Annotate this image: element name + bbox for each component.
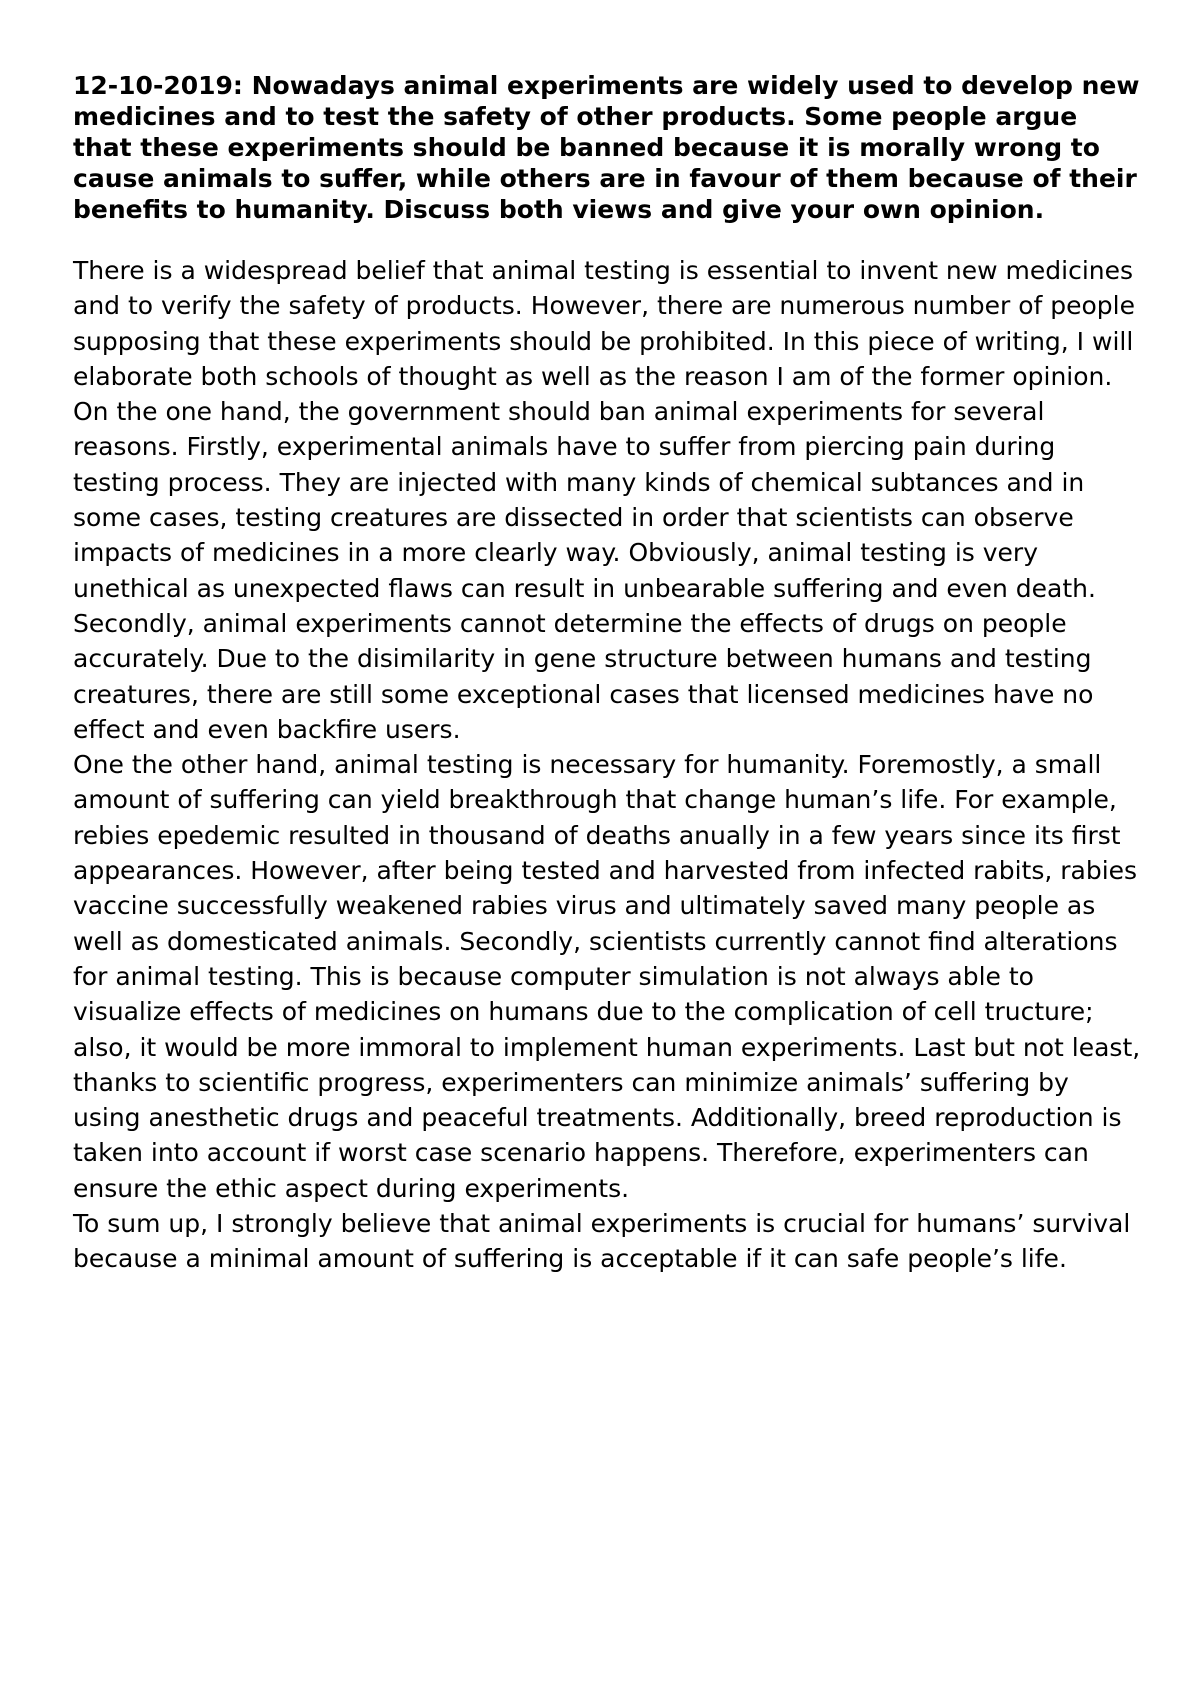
essay-paragraph-for: One the other hand, animal testing is necessary for humanity. Foremostly, a small amount of suffering can yield breakthrough that change human’s life. For example, rebies epedemic resulted in thousand of deaths anually in a few years since its first appearances. However, after being tested and harvested from infected rabits, rabies vaccine successfully weakened rabies virus and ultimately saved many people as well as domesticated animals. Secondly, scientists currently cannot find alterations for animal testing. This is because computer simulation is not always able to visualize effects of medicines on humans due to the complication of cell tructure; also, it would be more immoral to implement human experiments. Last but not least, thanks to scientific progress, experimenters can minimize animals’ suffering by using anesthetic drugs and peaceful treatments. Additionally, breed reproduction is taken into account if worst case scenario happens. Therefore, experimenters can ensure the ethic aspect during experiments. (73, 750, 1141, 1203)
essay-document (73, 70, 1143, 1277)
essay-prompt: 12-10-2019: Nowadays animal experiments are widely used to develop new medicines and to test the safety of other products. Some people argue that these experiments should be banned because it is morally wrong to cause animals to suffer, while others are in favour of them because of their benefits to humanity. Discuss both views and give your own opinion. (73, 71, 1140, 224)
essay-paragraph-conclusion: To sum up, I strongly believe that animal experiments is crucial for humans’ survival because a minimal amount of suffering is acceptable if it can safe people’s life. (73, 1209, 1131, 1274)
essay-paragraph-against: On the one hand, the government should ban animal experiments for several reasons. Firstly, experimental animals have to suffer from piercing pain during testing process. They are injected with many kinds of chemical subtances and in some cases, testing creatures are dissected in order that scientists can observe impacts of medicines in a more clearly way. Obviously, animal testing is very unethical as unexpected flaws can result in unbearable suffering and even death. Secondly, animal experiments cannot determine the effects of drugs on people accurately. Due to the disimilarity in gene structure between humans and testing creatures, there are still some exceptional cases that licensed medicines have no effect and even backfire users. (73, 397, 1096, 744)
essay-paragraph-introduction: There is a widespread belief that animal testing is essential to invent new medicines and to verify the safety of products. However, there are numerous number of people supposing that these experiments should be prohibited. In this piece of writing, I will elaborate both schools of thought as well as the reason I am of the former opinion. (73, 256, 1135, 391)
